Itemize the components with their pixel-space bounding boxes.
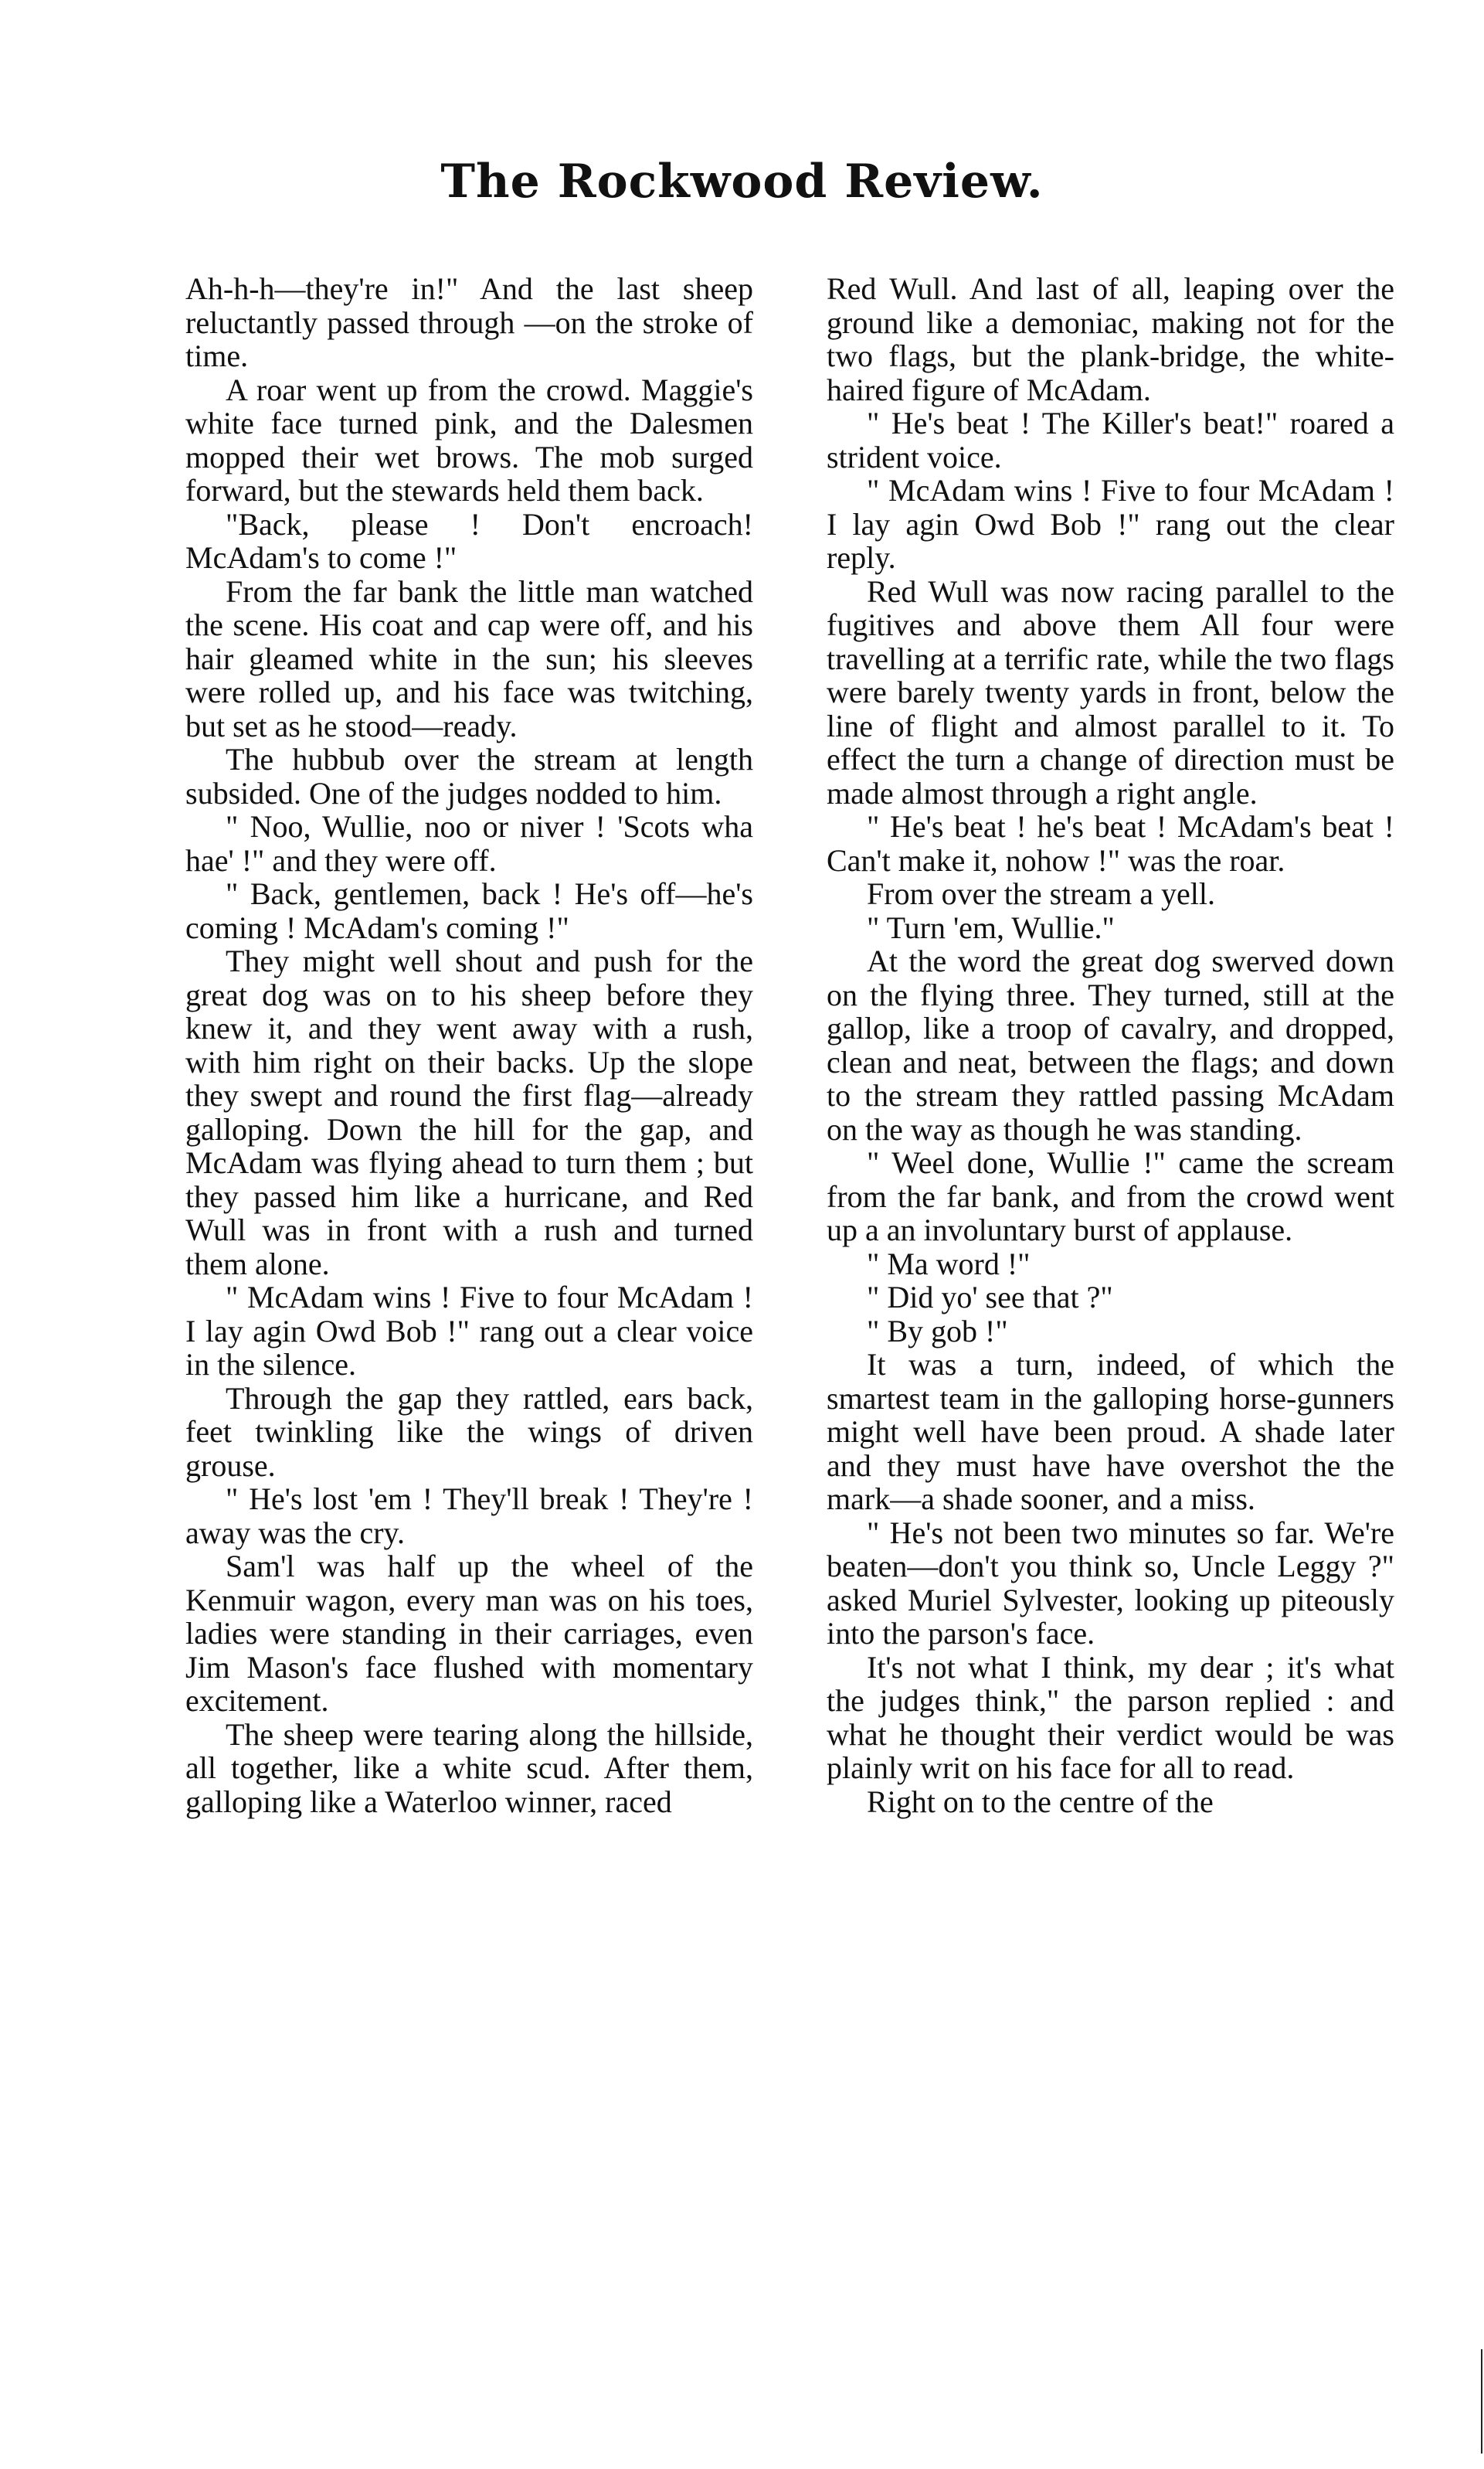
left-column — [185, 272, 753, 1818]
paragraph: Ah-h-h—they're in!" And the last sheep reluctantly passed through —on the stroke of time. — [185, 271, 753, 373]
paragraph: Sam'l was half up the wheel of the Kenmuir wagon, every man was on his toes, ladies were standing in their carriages, even Jim Mason's face flushed with momentary excitement. — [185, 1549, 753, 1718]
paragraph: Right on to the centre of the — [867, 1784, 1214, 1819]
paragraph: " McAdam wins ! Five to four McAdam ! I lay agin Owd Bob !" rang out a clear voice in the silence. — [185, 1280, 753, 1382]
paragraph: " Noo, Wullie, noo or niver ! 'Scots wha hae' !" and they were off. — [185, 809, 753, 878]
page-edge-line — [1481, 2349, 1482, 2454]
paragraph: " He's beat ! The Killer's beat!" roared a strident voice. — [827, 406, 1394, 474]
paragraph: At the word the great dog swerved down on the flying three. They turned, still at the gallop, like a troop of cavalry, and dropped, clean and neat, between the flags; and down to the stream they rattled passing McAdam on the way as though he was standing. — [827, 944, 1394, 1147]
paragraph: " Back, gentlemen, back ! He's off—he's coming ! McAdam's coming !" — [185, 876, 753, 945]
paragraph: " Weel done, Wullie !" came the scream from the far bank, and from the crowd went up a an involuntary burst of applause. — [827, 1145, 1394, 1247]
paragraph: Red Wull was now racing parallel to the fugitives and above them All four were travelling at a terrific rate, while the two flags were barely twenty yards in front, below the line of flight and almost parallel to it. To effect the turn a change of direction must be made almost through a right angle. — [827, 573, 1394, 811]
paragraph: Red Wull. And last of all, leaping over the ground like a demoniac, making not for the two flags, but the plank-bridge, the white-haired figure of McAdam. — [827, 271, 1394, 407]
paragraph: " He's lost 'em ! They'll break ! They're ! away was the cry. — [185, 1481, 753, 1550]
paragraph: It was a turn, indeed, of which the smartest team in the galloping horse-gunners might well have been proud. A shade later and they must have have overshot the the mark—a shade sooner, and a miss. — [827, 1347, 1394, 1516]
paragraph: " He's not been two minutes so far. We're beaten—don't you think so, Uncle Leggy ?" asked Muriel Sylvester, looking up piteously into the parson's face. — [827, 1515, 1394, 1651]
paragraph: "Back, please ! Don't encroach! McAdam's to come !" — [185, 506, 753, 575]
paragraph: A roar went up from the crowd. Maggie's white face turned pink, and the Dalesmen mopped their wet brows. The mob surged forward, but the stewards held them back. — [185, 372, 753, 508]
paragraph: " Did yo' see that ?" — [867, 1280, 1113, 1314]
paragraph: " By gob !" — [867, 1313, 1008, 1348]
paragraph: They might well shout and push for the great dog was on to his sheep before they knew it, and they went away with a rush, with him right on their backs. Up the slope they swept and round the first flag—already galloping. Down the hill for the gap, and McAdam was flying ahead to turn them ; but they passed him like a hurricane, and Red Wull was in front with a rush and turned them alone. — [185, 944, 753, 1281]
page-header-title: The Rockwood Review. — [440, 155, 1044, 209]
paragraph: Through the gap they rattled, ears back, feet twinkling like the wings of driven grouse. — [185, 1380, 753, 1483]
paragraph: The sheep were tearing along the hillside, all together, like a white scud. After them, galloping like a Waterloo winner, raced — [185, 1716, 753, 1819]
right-column — [827, 272, 1394, 1818]
paragraph: " Turn 'em, Wullie." — [867, 910, 1115, 945]
paragraph: The hubbub over the stream at length subsided. One of the judges nodded to him. — [185, 742, 753, 811]
paragraph: " He's beat ! he's beat ! McAdam's beat ! Can't make it, nohow !" was the roar. — [827, 809, 1394, 878]
paragraph: From over the stream a yell. — [867, 876, 1215, 911]
paragraph: " McAdam wins ! Five to four McAdam ! I lay agin Owd Bob !" rang out the clear reply. — [827, 473, 1394, 575]
paragraph: From the far bank the little man watched the scene. His coat and cap were off, and his hair gleamed white in the sun; his sleeves were rolled up, and his face was twitching, but set as he stood—ready. — [185, 573, 753, 743]
paragraph: It's not what I think, my dear ; it's what the judges think," the parson replied : and what he thought their verdict would be was plainly writ on his face for all to read. — [827, 1649, 1394, 1785]
paragraph: " Ma word !" — [867, 1246, 1031, 1281]
